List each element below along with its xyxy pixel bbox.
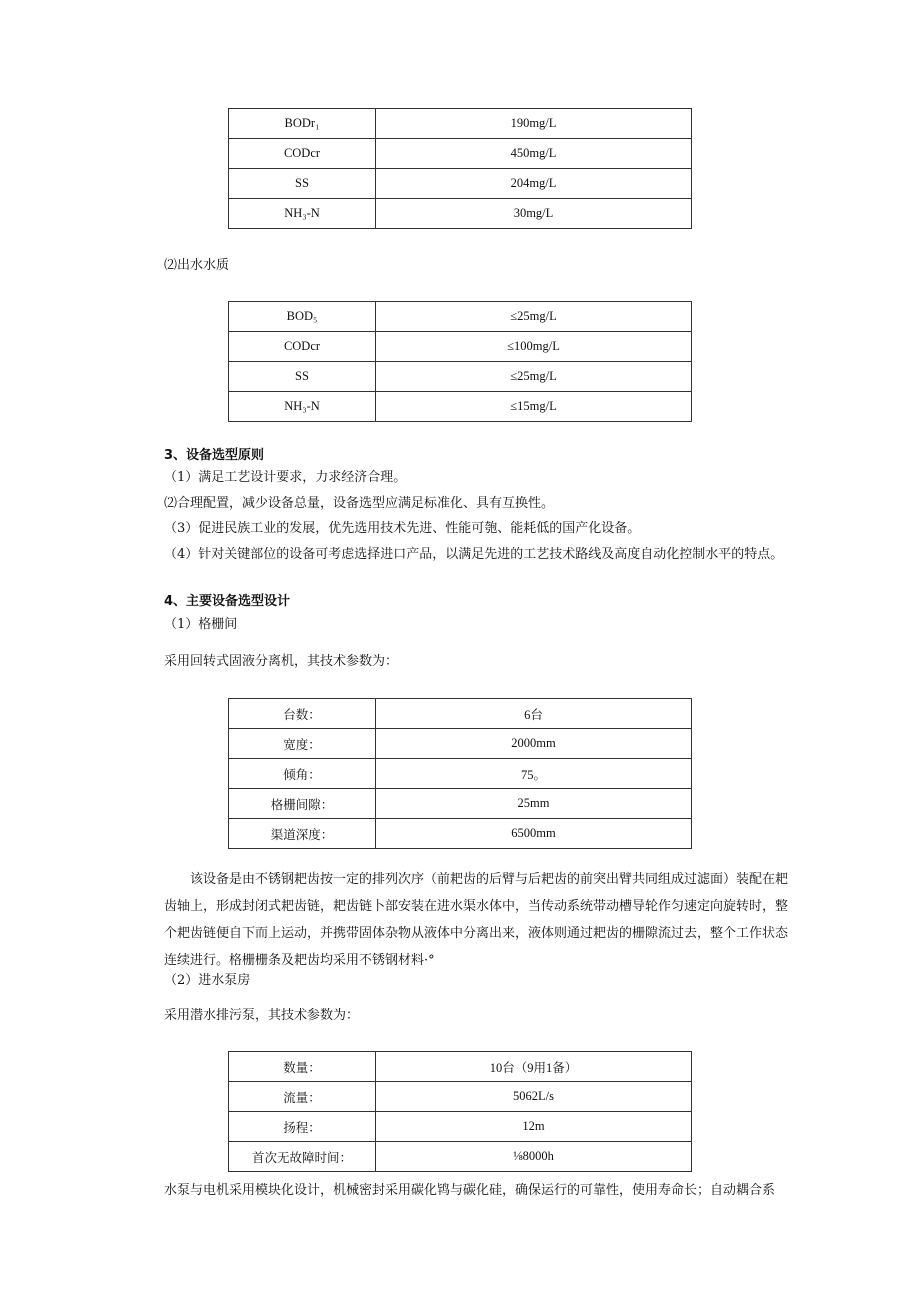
table-row: [229, 1112, 692, 1142]
value-cell: 75。: [376, 759, 692, 789]
value-cell: 10台（9用1备）: [376, 1052, 692, 1082]
effluent-quality-label: ⑵出水水质: [164, 258, 230, 273]
param-cell: BODr₁: [229, 109, 376, 139]
table-row: [229, 729, 692, 759]
param-cell: NH₃-N: [229, 392, 376, 422]
screen-intro: 采用回转式固液分离机，其技术参数为：: [164, 654, 399, 669]
param-cell: SS: [229, 169, 376, 199]
param-cell: 格栅间隙：: [229, 789, 376, 819]
table-row: [229, 362, 692, 392]
param-cell: 首次无故障时间：: [229, 1142, 376, 1172]
param-cell: CODcr: [229, 139, 376, 169]
influent-quality-table: [228, 108, 692, 229]
value-cell: 12m: [376, 1112, 692, 1142]
principle-item-4: （4）针对关键部位的设备可考虑选择进口产品，以满足先进的工艺技术路线及高度自动化控制水平的特点。: [164, 547, 784, 562]
table-row: [229, 1142, 692, 1172]
table-row: [229, 699, 692, 729]
principle-item-2: ⑵合理配置，减少设备总量，设备选型应满足标准化、具有互换性。: [164, 496, 555, 511]
pump-description: 水泵与电机采用模块化设计，机械密封采用碳化鸨与碳化硅，确保运行的可靠性，使用寿命长；自动耦合系: [164, 1183, 776, 1198]
table-row: [229, 392, 692, 422]
value-cell: 6500mm: [376, 819, 692, 849]
table-row: [229, 332, 692, 362]
value-cell: 450mg/L: [376, 139, 692, 169]
value-cell: 5062L/s: [376, 1082, 692, 1112]
screen-description: 该设备是由不锈钢耙齿按一定的排列次序（前耙齿的后臂与后耙齿的前突出臂共同组成过滤面）装配在耙齿轴上，形成封闭式耙齿链，耙齿链卜部安装在进水渠水体中，当传动系统带动槽导轮作匀速定向旋转时，整个耙齿链便自下而上运动，并携带固体杂物从液体中分离出来，液体则通过耙齿的栅隙流过去，整个工作状态连续进行。格栅栅条及耙齿均采用不锈钢材料·°: [164, 872, 789, 968]
param-cell: 倾角：: [229, 759, 376, 789]
table-row: [229, 199, 692, 229]
value-cell: 6台: [376, 699, 692, 729]
table-row: [229, 302, 692, 332]
param-cell: 流量：: [229, 1082, 376, 1112]
subsection-screen-room: （1）格栅间: [164, 617, 238, 632]
param-cell: 扬程：: [229, 1112, 376, 1142]
table-row: [229, 759, 692, 789]
value-cell: ≤25mg/L: [376, 362, 692, 392]
table-row: [229, 139, 692, 169]
value-cell: 25mm: [376, 789, 692, 819]
value-cell: ≤25mg/L: [376, 302, 692, 332]
param-cell: NH₃-N: [229, 199, 376, 229]
effluent-quality-table: [228, 301, 692, 422]
table-row: [229, 169, 692, 199]
param-cell: CODcr: [229, 332, 376, 362]
param-cell: BOD₅: [229, 302, 376, 332]
param-cell: 数量：: [229, 1052, 376, 1082]
param-cell: 渠道深度：: [229, 819, 376, 849]
section-3-heading: 3、设备选型原则: [164, 448, 265, 463]
subsection-pump-house: （2）进水泵房: [164, 973, 251, 988]
value-cell: ≤100mg/L: [376, 332, 692, 362]
section-4-heading: 4、主要设备选型设计: [164, 594, 291, 609]
principle-item-1: （1）满足工艺设计要求，力求经济合理。: [164, 470, 407, 485]
value-cell: 30mg/L: [376, 199, 692, 229]
pump-spec-table: [228, 1051, 692, 1172]
principle-item-3: （3）促进民族工业的发展，优先选用技术先进、性能可匏、能耗低的国产化设备。: [164, 521, 641, 536]
table-row: [229, 1082, 692, 1112]
param-cell: 宽度：: [229, 729, 376, 759]
value-cell: ≤15mg/L: [376, 392, 692, 422]
table-row: [229, 789, 692, 819]
value-cell: 190mg/L: [376, 109, 692, 139]
value-cell: 2000mm: [376, 729, 692, 759]
screen-spec-table: [228, 698, 692, 849]
value-cell: ⅛8000h: [376, 1142, 692, 1172]
param-cell: 台数：: [229, 699, 376, 729]
table-row: [229, 819, 692, 849]
table-row: [229, 1052, 692, 1082]
value-cell: 204mg/L: [376, 169, 692, 199]
pump-intro: 采用潜水排污泵，其技术参数为：: [164, 1008, 360, 1023]
table-row: [229, 109, 692, 139]
param-cell: SS: [229, 362, 376, 392]
